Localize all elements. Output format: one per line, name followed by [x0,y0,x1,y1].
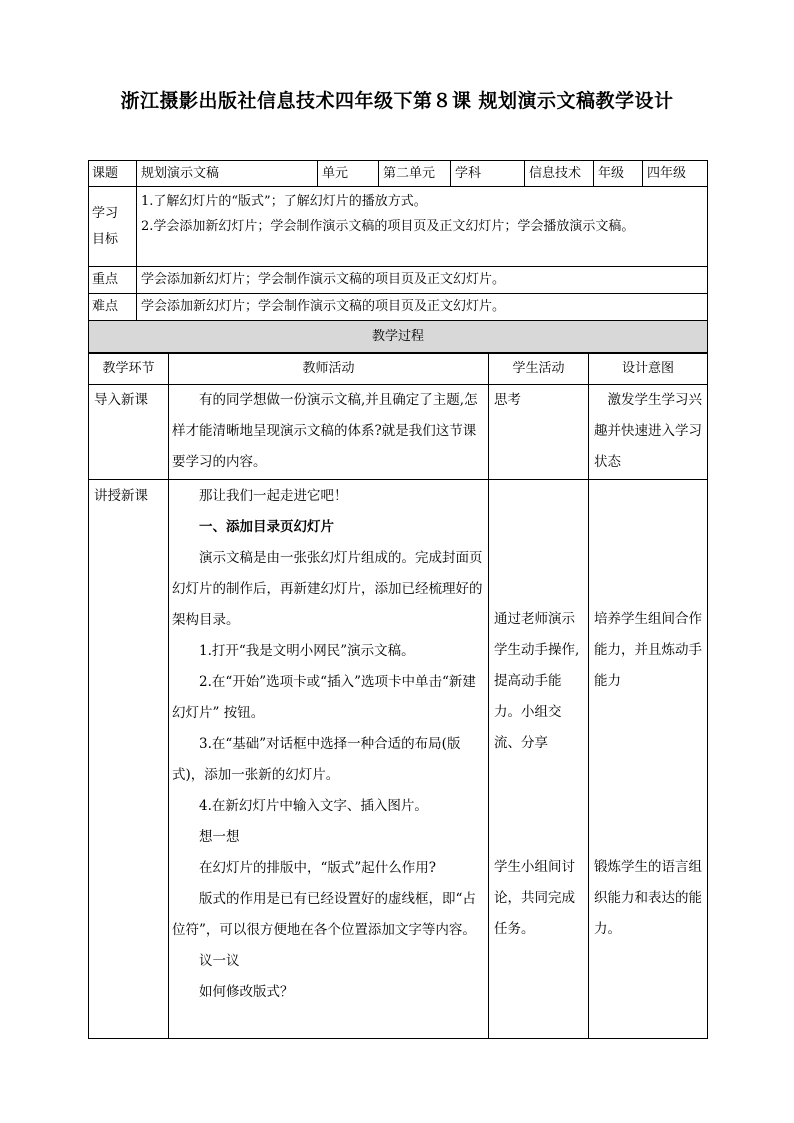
row2-teacher [169,480,489,1039]
subject-value: 信息技术 [525,161,594,187]
teacher-p10: 版式的作用是已有已经设置好的虚线框，即“占位符”，可以很方便地在各个位置添加文字等内容。 [172,891,476,938]
objectives-label-line1: 学习 [92,205,119,221]
objective-1: 1.了解幻灯片的“版式”；了解幻灯片的播放方式。 [141,194,427,209]
student-activity-1: 通过老师演示学生动手操作,提高动手能力。小组交流、分享 [494,611,580,751]
teacher-p12: 如何修改版式？ [199,984,294,1000]
teacher-p3: 演示文稿是由一张张幻灯片组成的。完成封面页幻灯片的制作后，再新建幻灯片，添加已经梳理好的架构目录。 [172,550,483,628]
column-student: 学生活动 [489,354,589,385]
teacher-p11: 议一议 [199,953,240,969]
column-teacher: 教师活动 [169,354,489,385]
row1-student: 思考 [489,385,589,480]
row1-teacher: 有的同学想做一份演示文稿,并且确定了主题,怎样才能清晰地呈现演示文稿的体系?就是我们这节课要学习的内容。 [169,385,489,480]
document-title: 浙江摄影出版社信息技术四年级下第８课 规划演示文稿教学设计 [120,90,674,112]
teacher-p9: 在幻灯片的排版中，“版式”起什么作用? [199,860,437,876]
topic-value: 规划演示文稿 [137,161,318,187]
teacher-p7: 4.在新幻灯片中输入文字、插入图片。 [199,798,428,814]
objectives-label [89,187,137,267]
difficulty-text: 学会添加新幻灯片；学会制作演示文稿的项目页及正文幻灯片。 [137,294,708,321]
lesson-info-table [88,160,708,353]
grade-value: 四年级 [643,161,708,187]
unit-value: 第二单元 [379,161,451,187]
column-intent: 设计意图 [589,354,708,385]
objectives-content [137,187,708,267]
objectives-label-line2: 目标 [92,231,119,247]
keypoint-label: 重点 [89,267,137,294]
design-intent-1: 培养学生组间合作能力，并且炼动手能力 [594,611,702,689]
row2-stage: 讲授新课 [89,480,169,1039]
teacher-p4: 1.打开“我是文明小网民”演示文稿。 [199,643,415,659]
row2-intent [589,480,708,1039]
column-stage: 教学环节 [89,354,169,385]
teacher-p1: 那让我们一起走进它吧！ [199,488,348,504]
topic-label: 课题 [89,161,137,187]
teacher-p2: 一、添加目录页幻灯片 [199,519,334,535]
subject-label: 学科 [451,161,525,187]
process-header: 教学过程 [89,321,708,353]
difficulty-label: 难点 [89,294,137,321]
row1-stage: 导入新课 [89,385,169,480]
student-activity-2: 学生小组间讨论，共同完成任务。 [494,859,575,937]
grade-label: 年级 [594,161,643,187]
unit-label: 单元 [318,161,379,187]
teacher-p5: 2.在“开始”选项卡或“插入”选项卡中单击“新建幻灯片” 按钮。 [172,674,476,721]
objective-2: 2.学会添加新幻灯片；学会制作演示文稿的项目页及正文幻灯片；学会播放演示文稿。 [141,219,635,234]
teacher-p8: 想一想 [199,829,240,845]
row1-intent: 激发学生学习兴趣并快速进入学习状态 [589,385,708,480]
row2-student [489,480,589,1039]
teacher-p6: 3.在“基础”对话框中选择一种合适的布局(版式)，添加一张新的幻灯片。 [172,736,461,783]
keypoint-text: 学会添加新幻灯片；学会制作演示文稿的项目页及正文幻灯片。 [137,267,708,294]
teaching-process-table [88,353,708,1039]
design-intent-2: 锻炼学生的语言组织能力和表达的能力。 [594,859,702,937]
